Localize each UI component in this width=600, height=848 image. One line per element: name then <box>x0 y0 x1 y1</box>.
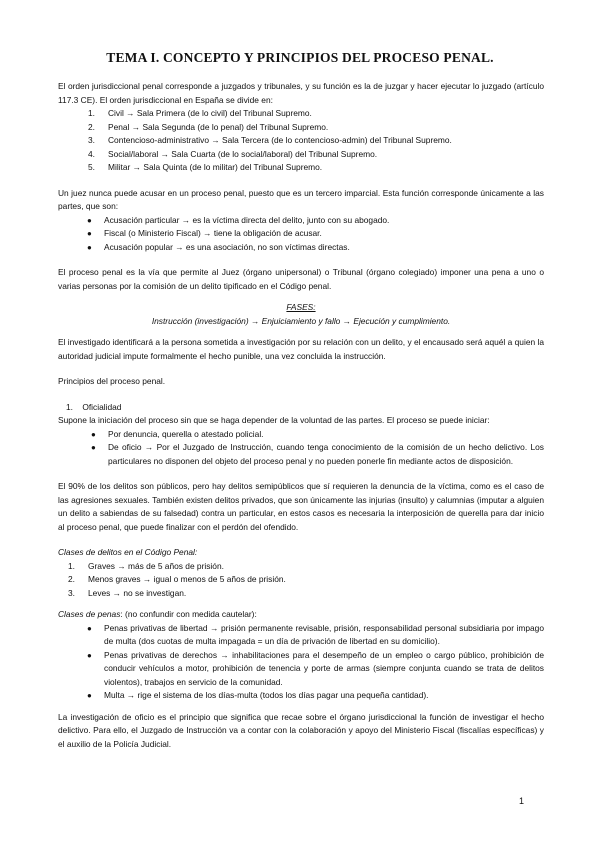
list-item: ● Multa → rige el sistema de los días-multa (todos los días pagar una pequeña cantidad). <box>84 689 544 703</box>
list-item: 1. Graves → más de 5 años de prisión. <box>68 560 224 571</box>
list-item: ● Acusación popular → es una asociación, no son víctimas directas. <box>84 241 544 255</box>
judge-paragraph: Un juez nunca puede acusar en un proceso penal, puesto que es un tercero imparcial. Esta función corresponde únicamente a las partes, que son: <box>58 187 544 211</box>
list-item: ● Acusación particular → es la víctima directa del delito, junto con su abogado. <box>84 214 544 228</box>
list-item: 5. Militar → Sala Quinta (de lo militar) del Tribunal Supremo. <box>88 162 323 172</box>
list-item: ● Penas privativas de libertad → prisión permanente revisable, prisión, responsabilidad personal subsidiaria por impago de multa (dos cuotas de multa impagada = un día de privación de libertad en su domicilio). <box>87 622 544 646</box>
list-item: 4. Social/laboral → Sala Cuarta (de lo social/laboral) del Tribunal Supremo. <box>88 148 378 159</box>
list-item: 2. Menos graves → igual o menos de 5 años de prisión. <box>68 574 286 584</box>
bullet-icon: ● <box>91 429 96 439</box>
fases-label: FASES: <box>286 302 316 312</box>
list-item: 3. Leves → no se investigan. <box>68 587 187 598</box>
list-item: 2. Penal → Sala Segunda (de lo penal) del Tribunal Supremo. <box>88 121 329 132</box>
jurisdiction-list <box>88 107 544 175</box>
fases-text: Instrucción (investigación) → Enjuiciamiento y fallo → Ejecución y cumplimiento. <box>151 315 451 326</box>
oficialidad-heading: 1. Oficialidad <box>66 401 122 412</box>
initiation-list <box>88 428 544 469</box>
list-item: ● De oficio → Por el Juzgado de Instrucción, cuando tenga conocimiento de la comisión de un hecho delictivo. Los particulares no disponen del objeto del proceso penal y no pueden ponerle fin mediante actos de disposición. <box>91 442 544 466</box>
list-item: ● Por denuncia, querella o atestado policial. <box>88 428 544 442</box>
list-item: ● Penas privativas de derechos → inhabilitaciones para el desempeño de un empleo o cargo público, prohibición de conducir vehículos a motor, prohibición de tenencia y porte de armas (siempre conjunta cuando se trata de delitos violentos), trabajos en servicio de la comunidad. <box>87 649 544 687</box>
page-number: 1 <box>518 796 524 806</box>
principios-heading: Principios del proceso penal. <box>58 376 166 386</box>
bullet-icon: ● <box>87 215 92 225</box>
clases-list <box>68 560 544 601</box>
intro-paragraph: El orden jurisdiccional penal corresponde a juzgados y tribunales, y su función es la de juzgar y hacer ejecutar lo juzgado (artículo 117.3 CE). El orden jurisdiccional en España se divide en: <box>58 81 544 105</box>
list-item: 3. Contencioso-administrativo → Sala Tercera (de lo contencioso-admin) del Tribunal Supremo. <box>88 135 452 145</box>
penas-list <box>84 622 544 703</box>
investigado-paragraph: El investigado identificará a la persona sometida a investigación por su relación con un delito, y el encausado será aquél a quien la autoridad judicial impute formalmente el hecho punible, una vez concluida la instrucción. <box>58 337 544 361</box>
bullet-icon: ● <box>87 229 92 238</box>
document-body <box>58 80 544 751</box>
bullet-icon: ● <box>87 650 92 660</box>
bullet-icon: ● <box>87 691 92 700</box>
publicos-paragraph: El 90% de los delitos son públicos, pero hay delitos semipúblicos que sí requieren la denuncia de la víctima, como es el caso de las agresiones sexuales. También existen delitos privados, que son únicamente las injurias (insulto) y calumnias (imputar a alguien un delito a sabiendas de su falsedad) contra un particular, en estos casos es necesaria la interposición de querella para dar inicio al proceso penal, que puede finalizar con el perdón del ofendido. <box>58 481 544 532</box>
final-paragraph: La investigación de oficio es el principio que significa que recae sobre el órgano jurisdiccional la función de investigar el hecho delictivo. Para ello, el Juzgado de Instrucción va a contar con la colaboración y apoyo del Ministerio Fiscal (fiscalías específicas) y el auxilio de la Policía Judicial. <box>58 711 544 749</box>
parties-list <box>84 214 544 255</box>
page-title: TEMA I. CONCEPTO Y PRINCIPIOS DEL PROCESO PENAL. <box>106 50 494 65</box>
process-paragraph: El proceso penal es la vía que permite al Juez (órgano unipersonal) o Tribunal (órgano colegiado) imponer una pena a uno o varias personas por la comisión de un delito tipificado en el Código penal. <box>58 267 544 291</box>
bullet-icon: ● <box>91 443 96 452</box>
clases-heading: Clases de delitos en el Código Penal: <box>58 547 198 557</box>
list-item: ● Fiscal (o Ministerio Fiscal) → tiene la obligación de acusar. <box>84 227 544 241</box>
penas-heading: Clases de penas: (no confundir con medida cautelar): <box>58 609 257 619</box>
oficialidad-paragraph: Supone la iniciación del proceso sin que se haga depender de la voluntad de las partes. El proceso se puede iniciar: <box>58 415 490 425</box>
list-item: 1. Civil → Sala Primera (de lo civil) del Tribunal Supremo. <box>88 108 312 118</box>
bullet-icon: ● <box>87 623 92 633</box>
bullet-icon: ● <box>87 242 92 252</box>
